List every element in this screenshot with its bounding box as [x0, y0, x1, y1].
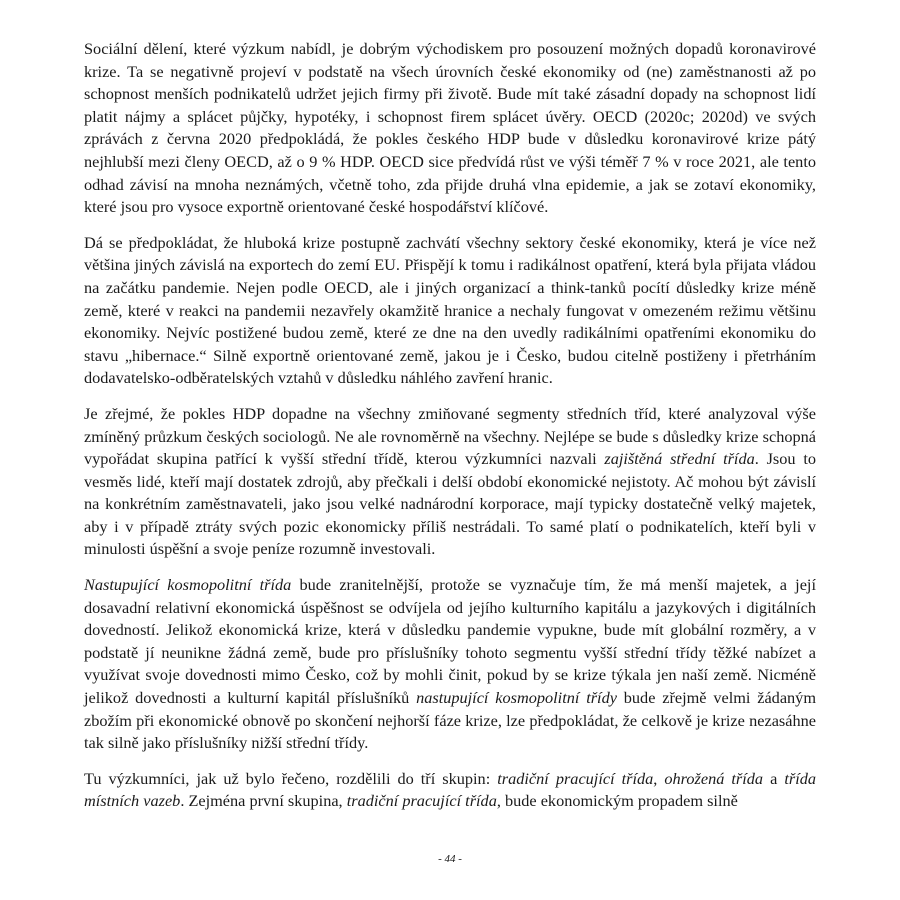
- italic-term: Nastupující kosmopolitní třída: [84, 575, 292, 595]
- paragraph-2-text: Dá se předpokládat, že hluboká krize postupně zachvátí všechny sektory české ekonomiky, která je více než většina jiných závislá na exportech do zemí EU. Přispějí k tomu i radikálnost opatření, která byla přijata vládou na začátku pandemie. Nejen podle OECD, ale i jiných organizací a think-tanků pocítí důsledky krize méně země, které v reakci na pandemii nezavřely okamžitě hranice a nechaly fungovat v omezeném režimu většinu ekonomiky. Nejvíc postižené budou země, které ze dne na den uvedly radikálními opatřeními ekonomiku do stavu „hibernace.“ Silně exportně orientované země, jakou je i Česko, budou citelně postiženy i přetrháním dodavatelsko-odběratelských vztahů v důsledku náhlého zavření hranic.: [84, 232, 816, 388]
- paragraph-4: [84, 574, 816, 755]
- paragraph-2: [84, 232, 816, 390]
- paragraph-3-text: Je zřejmé, že pokles HDP dopadne na všechny zmiňované segmenty středních tříd, které analyzoval výše zmíněný průzkum českých sociologů. Ne ale rovnoměrně na všechny. Nejlépe se bude s důsledky krize schopná vypořádat skupina patřící k vyšší střední třídě, kterou výzkumníci nazvali: [84, 403, 816, 469]
- paragraph-5-text: . Zejména první skupina,: [180, 791, 347, 811]
- paragraph-5: [84, 768, 816, 813]
- paragraph-1-text: Sociální dělení, které výzkum nabídl, je dobrým východiskem pro posouzení možných dopadů koronavirové krize. Ta se negativně projeví v podstatě na všech úrovních české ekonomiky od (ne) zaměstnanosti až po schopnost menších podnikatelů udržet jejich firmy při životě. Bude mít také zásadní dopady na schopnost lidí platit nájmy a splácet půjčky, hypotéky, i schopnost firem splácet úvěry. OECD (2020c; 2020d) ve svých zprávách z června 2020 předpokládá, že pokles českého HDP bude v důsledku koronavirové krize pátý nejhlubší mezi členy OECD, až o 9 % HDP. OECD sice předvídá růst ve výši téměř 7 % v roce 2021, ale tento odhad závisí na mnoha neznámých, včetně toho, zda přijde druhá vlna epidemie, a jak se zotaví ekonomiky, které jsou pro vysoce exportně orientované české hospodářství klíčové.: [84, 39, 816, 217]
- italic-term: ohrožená třída: [664, 768, 764, 788]
- paragraph-5-text: ,: [653, 768, 665, 788]
- italic-term: tradiční pracující třída: [497, 768, 654, 788]
- document-page: [84, 38, 816, 813]
- paragraph-4-text: bude zranitelnější, protože se vyznačuje tím, že má menší majetek, a její dosavadní relativní ekonomická úspěšnost se odvíjela od jejího kulturního kapitálu a jazykových i digitálních dovedností. Jelikož ekonomická krize, která v důsledku pandemie vypukne, bude mít globální rozměry, a v podstatě jí neunikne žádná země, bude pro příslušníky tohoto segmentu vyšší střední třídy těžké nabízet a využívat svoje dovednosti mimo Česko, což by mohli činit, pokud by se krize týkala jen naší země. Nicméně jelikož dovednosti a kulturní kapitál příslušníků: [84, 575, 816, 708]
- paragraph-4-text: bude zřejmě velmi žádaným zbožím při ekonomické obnově po skončení nejhorší fáze krize, lze předpokládat, že celkově je krize nezasáhne tak silně jako příslušníky nižší střední třídy.: [84, 688, 816, 753]
- italic-term: nastupující kosmopolitní třídy: [416, 688, 617, 708]
- page-number: - 44 -: [438, 853, 462, 865]
- paragraph-3: [84, 403, 816, 561]
- paragraph-1: [84, 38, 816, 219]
- italic-term: zajištěná střední třída: [604, 449, 755, 469]
- paragraph-5-text: , bude ekonomickým propadem silně: [496, 791, 738, 811]
- paragraph-3-text: . Jsou to vesměs lidé, kteří mají dostatek zdrojů, aby přečkali i delší období ekonomické nejistoty. Ač mohou být závislí na konkrétním zaměstnavateli, jako jsou velké nadnárodní korporace, mají typicky dostatečně velký majetek, aby i v případě ztráty svých pozic ekonomicky příliš nestrádali. To samé platí o podnikatelích, kteří byli v minulosti úspěšní a svoje peníze rozumně investovali.: [84, 449, 816, 559]
- italic-term: tradiční pracující třída: [346, 791, 497, 811]
- paragraph-5-text: Tu výzkumníci, jak už bylo řečeno, rozdělili do tří skupin:: [84, 768, 498, 788]
- italic-term: třída místních vazeb: [84, 768, 817, 811]
- paragraph-5-text: a: [763, 768, 785, 788]
